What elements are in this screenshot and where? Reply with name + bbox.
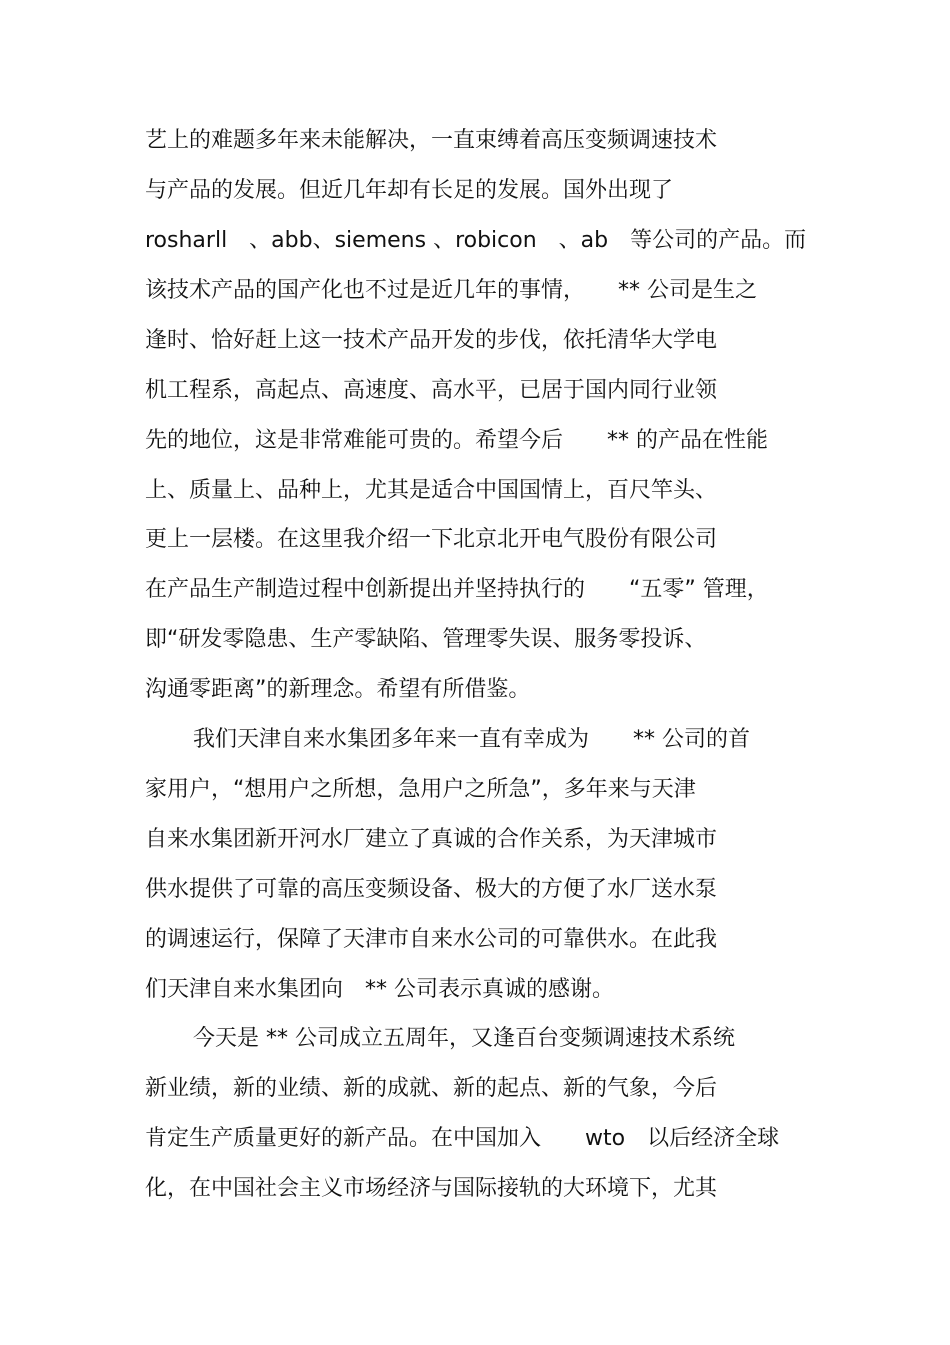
text-line: 即“研发零隐患、生产零缺陷、管理零失误、服务零投诉、 [145,627,707,652]
text-line: 上、质量上、品种上，尤其是适合中国国情上，百尺竿头、 [145,478,718,503]
text-line: 化，在中国社会主义市场经济与国际接轨的大环境下，尤其 [145,1176,718,1201]
paragraph-start-line: 我们天津自来水集团多年来一直有幸成为 ** 公司的首 [193,727,750,752]
text-line: 沟通零距离”的新理念。希望有所借鉴。 [145,677,531,702]
text-line: 艺上的难题多年来未能解决，一直束缚着高压变频调速技术 [145,128,718,153]
text-line: 先的地位，这是非常难能可贵的。希望今后 ** 的产品在性能 [145,428,768,453]
text-line: 更上一层楼。在这里我介绍一下北京北开电气股份有限公司 [145,527,718,552]
text-line: 肯定生产质量更好的新产品。在中国加入 wto 以后经济全球 [145,1126,780,1151]
text-line: 逢时、恰好赶上这一技术产品开发的步伐，依托清华大学电 [145,328,718,353]
text-line: 该技术产品的国产化也不过是近几年的事情， ** 公司是生之 [145,278,757,303]
text-line: rosharll 、abb、siemens 、robicon 、ab 等公司的产品。而 [145,228,807,253]
text-line: 机工程系，高起点、高速度、高水平，已居于国内同行业领 [145,378,718,403]
text-line: 新业绩，新的业绩、新的成就、新的起点、新的气象，今后 [145,1076,718,1101]
text-line: 与产品的发展。但近几年却有长足的发展。国外出现了 [145,178,674,203]
text-line: 自来水集团新开河水厂建立了真诚的合作关系，为天津城市 [145,827,718,852]
paragraph-start-line: 今天是 ** 公司成立五周年，又逢百台变频调速技术系统 [193,1026,735,1051]
text-line: 们天津自来水集团向 ** 公司表示真诚的感谢。 [145,977,614,1002]
text-line: 的调速运行，保障了天津市自来水公司的可靠供水。在此我 [145,927,718,952]
text-line: 供水提供了可靠的高压变频设备、极大的方便了水厂送水泵 [145,877,718,902]
text-line: 在产品生产制造过程中创新提出并坚持执行的 “五零” 管理， [145,577,769,602]
text-line: 家用户，“想用户之所想，急用户之所急”，多年来与天津 [145,777,696,802]
